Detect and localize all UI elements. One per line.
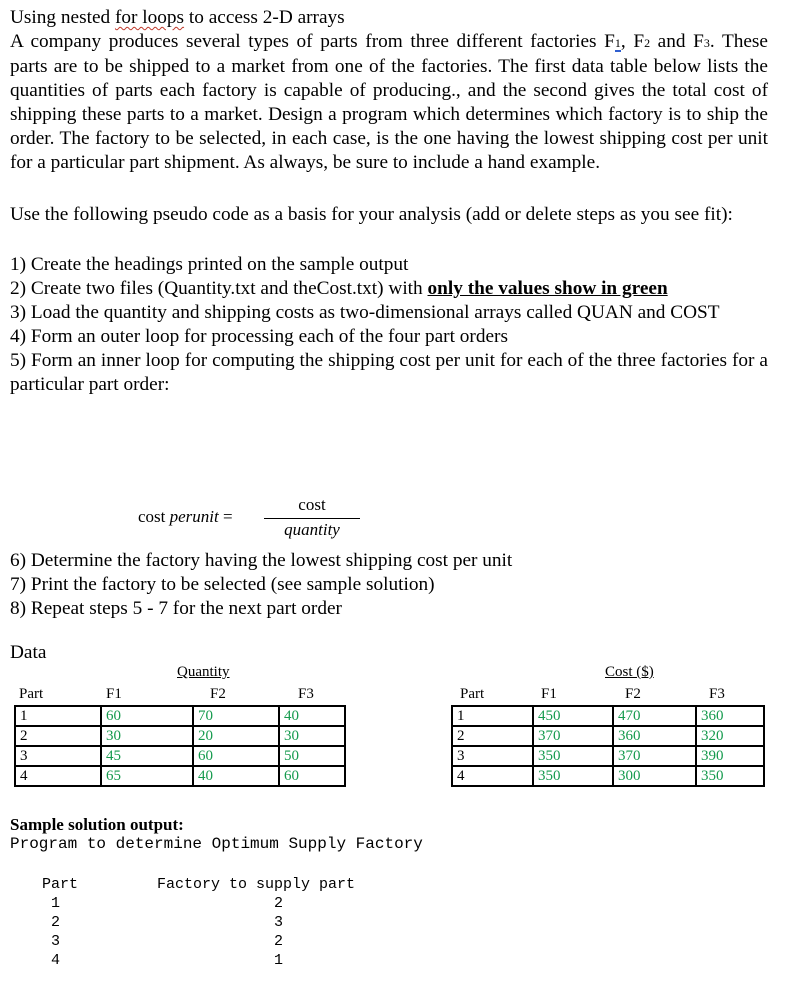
sample-part-column: [42, 875, 78, 970]
sample-title: Sample solution output:: [10, 815, 184, 834]
table-row: 3 350 370 390: [452, 746, 764, 766]
sample-factory-header: Factory to supply part: [157, 876, 356, 893]
step-8: 8) Repeat steps 5 - 7 for the next part order: [10, 598, 342, 619]
cost-header-f1: F1: [541, 686, 557, 702]
intro-paragraph: A company produces several types of parts from three different factories F1, F2 and F3. These parts are to be shipped to a market from one of the factories. The first data table below lists the quantities of parts each factory is capable of producing., and the second gives the total cost of shipping these parts to a market. Design a program which determines which factory is to ship the order. The factory to be selected, in each case, is the one having the lowest shipping cost per unit for a particular part shipment. As always, be sure to include a hand example.: [10, 31, 768, 173]
table-row: 1 450 470 360: [452, 706, 764, 726]
step-6: 6) Determine the factory having the lowest shipping cost per unit: [10, 550, 513, 571]
list-item: 3: [274, 914, 284, 931]
step-5: 5) Form an inner loop for computing the shipping cost per unit for each of the three factories for a particular part order:: [10, 350, 768, 395]
list-item: 2: [274, 895, 284, 912]
quantity-title: Quantity: [177, 664, 230, 680]
table-row: 1 60 70 40: [15, 706, 345, 726]
pseudo-intro: Use the following pseudo code as a basis for your analysis (add or delete steps as you see fit):: [10, 204, 733, 225]
step-7: 7) Print the factory to be selected (see sample solution): [10, 574, 435, 595]
quantity-header-f2: F2: [210, 686, 226, 702]
table-row: 2 30 20 30: [15, 726, 345, 746]
table-row: 4 350 300 350: [452, 766, 764, 786]
step-1: 1) Create the headings printed on the sample output: [10, 254, 409, 275]
step-3: 3) Load the quantity and shipping costs as two-dimensional arrays called QUAN and COST: [10, 302, 720, 323]
cost-table: [451, 705, 765, 787]
quantity-header-f1: F1: [106, 686, 122, 702]
step-4: 4) Form an outer loop for processing each of the four part orders: [10, 326, 508, 347]
list-item: 1: [51, 895, 61, 912]
misspelled-phrase: for loops: [114, 7, 185, 28]
quantity-table: [14, 705, 346, 787]
document-title: Using nested for loops to access 2-D arrays: [10, 7, 345, 28]
sample-factory-column: [157, 875, 355, 970]
cost-title: Cost ($): [605, 664, 654, 680]
cost-per-unit-formula: cost perunit = cost quantity: [138, 495, 358, 545]
cost-header-f2: F2: [625, 686, 641, 702]
sample-part-header: Part: [42, 876, 79, 893]
quantity-header-part: Part: [19, 686, 44, 702]
list-item: 4: [51, 952, 61, 969]
data-heading: Data: [10, 642, 47, 663]
table-row: 3 45 60 50: [15, 746, 345, 766]
list-item: 2: [274, 933, 284, 950]
cost-header-part: Part: [460, 686, 485, 702]
steps-list: [10, 253, 768, 397]
sample-program-line: Program to determine Optimum Supply Factory: [10, 835, 423, 853]
list-item: 1: [274, 952, 284, 969]
quantity-header-f3: F3: [298, 686, 314, 702]
document-body: [10, 6, 768, 397]
table-row: 2 370 360 320: [452, 726, 764, 746]
cost-header-f3: F3: [709, 686, 725, 702]
list-item: 3: [51, 933, 61, 950]
list-item: 2: [51, 914, 61, 931]
table-row: 4 65 40 60: [15, 766, 345, 786]
step-2: 2) Create two files (Quantity.txt and theCost.txt) with only the values show in green: [10, 278, 668, 299]
